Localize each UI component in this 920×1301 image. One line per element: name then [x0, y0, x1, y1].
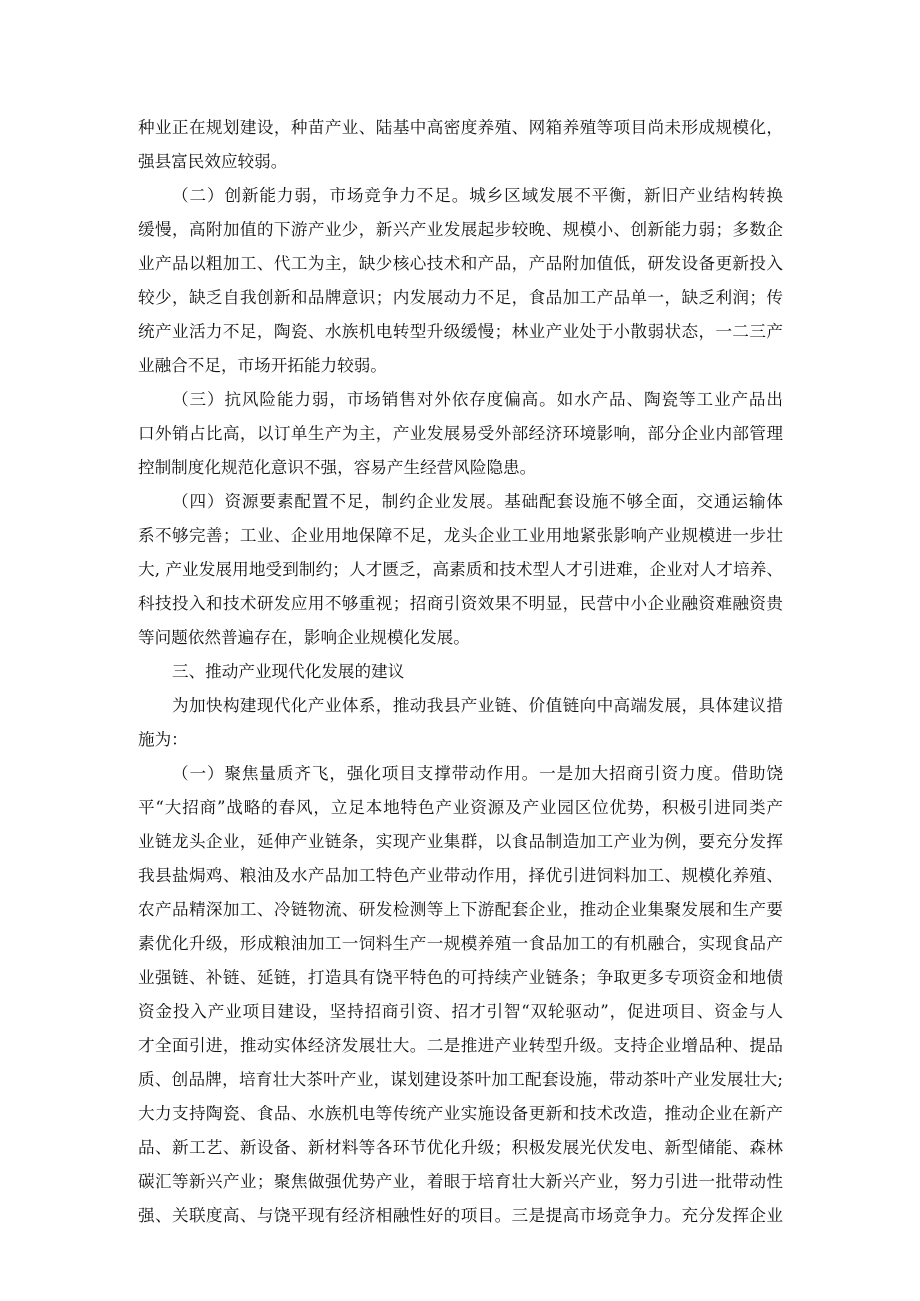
text-line: 业强链、补链、延链，打造具有饶平特色的可持续产业链条；争取更多专项资金和地债	[138, 968, 783, 987]
text-line: 等问题依然普遍存在，影响企业规模化发展。	[138, 628, 470, 647]
text-line: 农产品精深加工、冷链物流、研发检测等上下游配套企业，推动企业集聚发展和生产要	[138, 900, 783, 919]
paragraph-heading-6: （一）聚焦量质齐飞，强化项目支撑带动作用。一是加大招商引资力度。借助饶	[172, 764, 783, 783]
text-line: 碳汇等新兴产业；聚焦做强优势产业，着眼于培育壮大新兴产业，努力引进一批带动性	[138, 1172, 783, 1191]
text-line: 素优化升级，形成粮油加工一饲料生产一规模养殖一食品加工的有机融合，实现食品产	[138, 934, 783, 953]
paragraph-heading-4: （四）资源要素配置不足，制约企业发展。基础配套设施不够全面，交通运输体	[172, 492, 783, 511]
text-line: 业融合不足，市场开拓能力较弱。	[138, 356, 387, 375]
text-line: 种业正在规划建设，种苗产业、陆基中高密度养殖、网箱养殖等项目尚未形成规模化，	[138, 118, 783, 137]
text-line: 控制制度化规范化意识不强，容易产生经营风险隐患。	[138, 458, 537, 477]
text-line: 施为：	[138, 730, 188, 749]
text-line: 才全面引进，推动实体经济发展壮大。二是推进产业转型升级。支持企业增品种、提品	[138, 1036, 783, 1055]
text-line: 科技投入和技术研发应用不够重视；招商引资效果不明显，民营中小企业融资难融资贵	[138, 594, 783, 613]
text-line: 大, 产业发展用地受到制约；人才匮乏，高素质和技术型人才引进难，企业对人才培养、	[138, 560, 783, 579]
text-line: 业产品以粗加工、代工为主，缺少核心技术和产品，产品附加值低，研发设备更新投入	[138, 254, 783, 273]
text-line: 我县盐焗鸡、粮油及水产品加工特色产业带动作用，择优引进饲料加工、规模化养殖、	[138, 866, 783, 885]
text-line: 为加快构建现代化产业体系，推动我县产业链、价值链向中高端发展，具体建议措	[172, 696, 783, 715]
text-line: 强县富民效应较弱。	[138, 152, 288, 171]
text-line: 强、关联度高、与饶平现有经济相融性好的项目。三是提高市场竞争力。充分发挥企业	[138, 1206, 783, 1225]
text-line: 业链龙头企业，延伸产业链条，实现产业集群，以食品制造加工产业为例，要充分发挥	[138, 832, 783, 851]
paragraph-heading-2: （二）创新能力弱，市场竞争力不足。城乡区域发展不平衡，新旧产业结构转换	[172, 186, 783, 205]
text-line: 质、创品牌，培育壮大茶叶产业，谋划建设茶叶加工配套设施，带动茶叶产业发展壮大;	[138, 1070, 783, 1089]
text-line: 系不够完善；工业、企业用地保障不足，龙头企业工业用地紧张影响产业规模进一步壮	[138, 526, 783, 545]
text-line: 大力支持陶瓷、食品、水族机电等传统产业实施设备更新和技术改造，推动企业在新产	[138, 1104, 783, 1123]
text-line: 缓慢，高附加值的下游产业少，新兴产业发展起步较晚、规模小、创新能力弱；多数企	[138, 220, 783, 239]
text-line: 平“大招商”战略的春风，立足本地特色产业资源及产业园区位优势，积极引进同类产	[138, 798, 783, 817]
section-heading: 三、推动产业现代化发展的建议	[172, 662, 405, 681]
text-line: 统产业活力不足，陶瓷、水族机电转型升级缓慢；林业产业处于小散弱状态，一二三产	[138, 322, 783, 341]
text-line: 品、新工艺、新设备、新材料等各环节优化升级；积极发展光伏发电、新型储能、森林	[138, 1138, 783, 1157]
text-line: 较少，缺乏自我创新和品牌意识；内发展动力不足，食品加工产品单一，缺乏利润；传	[138, 288, 783, 307]
paragraph-heading-3: （三）抗风险能力弱，市场销售对外依存度偏高。如水产品、陶瓷等工业产品出	[172, 390, 783, 409]
text-line: 口外销占比高，以订单生产为主，产业发展易受外部经济环境影响，部分企业内部管理	[138, 424, 783, 443]
text-line: 资金投入产业项目建设，坚持招商引资、招才引智“双轮驱动”，促进项目、资金与人	[138, 1002, 783, 1021]
